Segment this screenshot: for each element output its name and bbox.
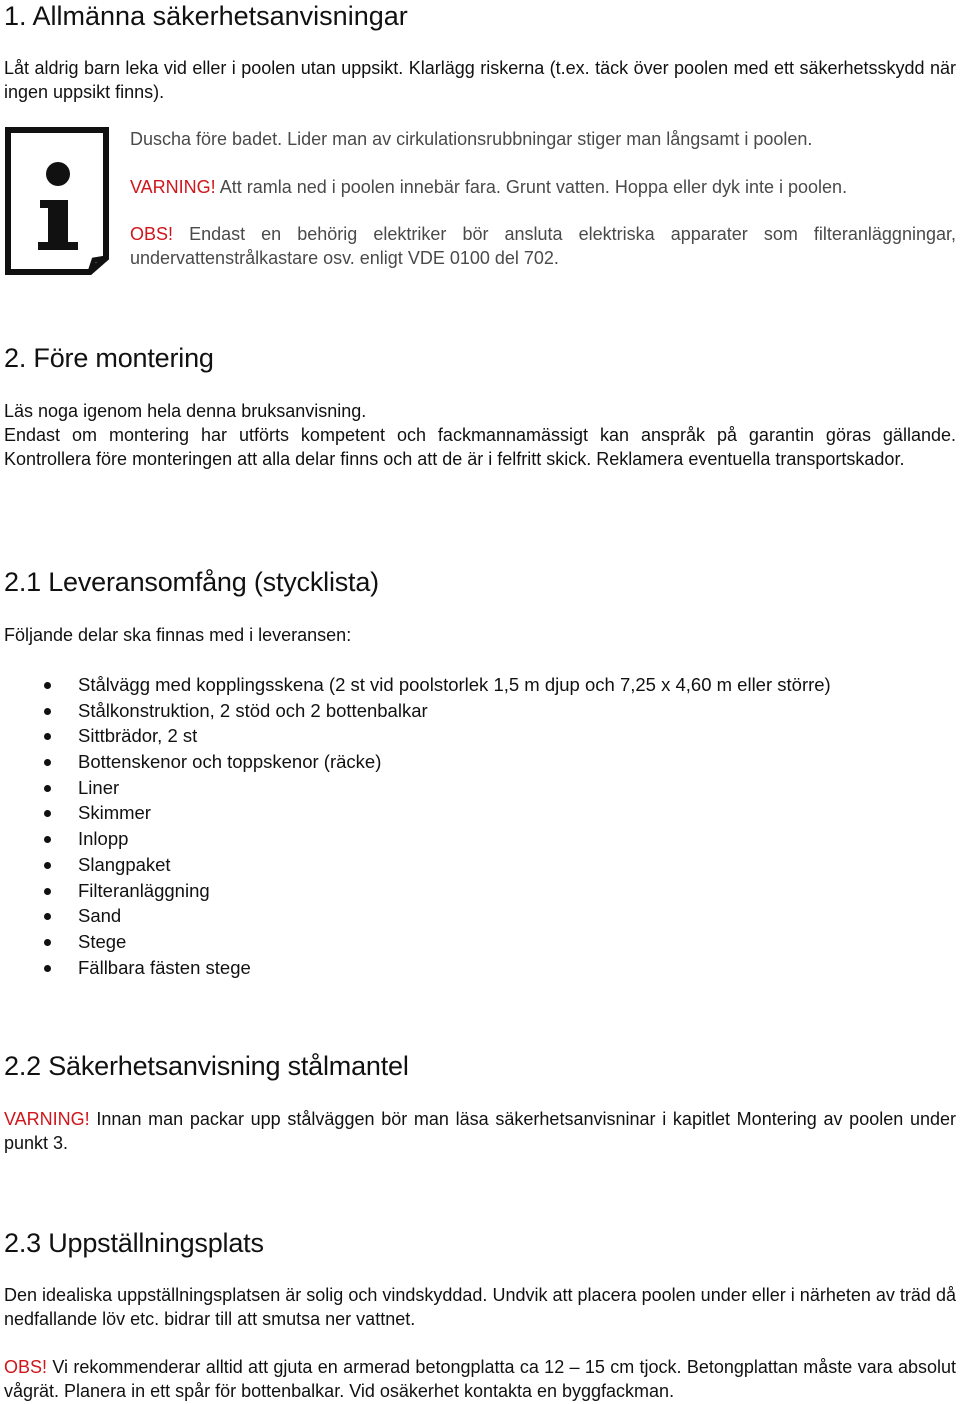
section-1-warning	[130, 175, 950, 199]
warning-label: VARNING!	[130, 177, 216, 197]
obs-label: OBS!	[4, 1357, 48, 1377]
list-item: Stege	[4, 929, 956, 955]
section-1-shower-text: Duscha före badet. Lider man av cirkulationsrubbningar stiger man långsamt i poolen.	[130, 129, 813, 149]
warning-text: Innan man packar upp stålväggen bör man läsa säkerhetsanvisninar i kapitlet Montering av poolen under punkt 3.	[4, 1109, 956, 1153]
section-2-3-paragraph: Den idealiska uppställningsplatsen är solig och vindskyddad. Undvik att placera poolen under eller i närheten av träd då nedfallande löv etc. bidrar till att smutsa ner vattnet.	[4, 1285, 956, 1329]
obs-text: Vi rekommenderar alltid att gjuta en armerad betongplatta ca 12 – 15 cm tjock. Betongplattan måste vara absolut vågrät. Planera in ett spår för bottenbalkar. Vid osäkerhet kontakta en byggfackman.	[4, 1357, 956, 1401]
list-item: Inlopp	[4, 826, 956, 852]
parts-list	[4, 672, 956, 980]
list-item: Skimmer	[4, 800, 956, 826]
section-1-obs	[130, 222, 956, 270]
section-2-2-heading: 2.2 Säkerhetsanvisning stålmantel	[4, 1051, 409, 1081]
list-item: Liner	[4, 775, 956, 801]
section-2-1-heading: 2.1 Leveransomfång (stycklista)	[4, 567, 379, 597]
info-icon	[4, 126, 110, 276]
section-2-2-warning	[4, 1107, 956, 1155]
section-2-paragraph: Endast om montering har utförts kompetent och fackmannamässigt kan anspråk på garantin göras gällande. Kontrollera före monteringen att alla delar finns och att de är i felfritt skick. Reklamera eventuella transportskador.	[4, 425, 956, 469]
list-item: Stålvägg med kopplingsskena (2 st vid poolstorlek 1,5 m djup och 7,25 x 4,60 m eller större)	[4, 672, 956, 698]
section-2-read-text: Läs noga igenom hela denna bruksanvisning.	[4, 401, 367, 421]
section-2-heading: 2. Före montering	[4, 343, 214, 373]
list-item: Sittbrädor, 2 st	[4, 723, 956, 749]
warning-text: Att ramla ned i poolen innebär fara. Grunt vatten. Hoppa eller dyk inte i poolen.	[215, 177, 848, 197]
section-1-intro: Låt aldrig barn leka vid eller i poolen utan uppsikt. Klarlägg riskerna (t.ex. täck över poolen med ett säkerhetsskydd när ingen uppsikt finns).	[4, 58, 956, 102]
obs-label: OBS!	[130, 224, 174, 244]
list-item: Bottenskenor och toppskenor (räcke)	[4, 749, 956, 775]
section-2-3-heading: 2.3 Uppställningsplats	[4, 1228, 264, 1258]
warning-label: VARNING!	[4, 1109, 90, 1129]
section-2-3-obs	[4, 1355, 956, 1403]
list-item: Filteranläggning	[4, 878, 956, 904]
list-item: Fällbara fästen stege	[4, 955, 956, 981]
section-2-1-intro: Följande delar ska finnas med i leveransen:	[4, 625, 352, 645]
list-item: Stålkonstruktion, 2 stöd och 2 bottenbalkar	[4, 698, 956, 724]
list-item: Slangpaket	[4, 852, 956, 878]
section-1-heading: 1. Allmänna säkerhetsanvisningar	[4, 1, 408, 31]
obs-text: Endast en behörig elektriker bör ansluta elektriska apparater som filteranläggningar, undervattenstrålkastare osv. enligt VDE 0100 del 702.	[130, 224, 956, 268]
list-item: Sand	[4, 903, 956, 929]
